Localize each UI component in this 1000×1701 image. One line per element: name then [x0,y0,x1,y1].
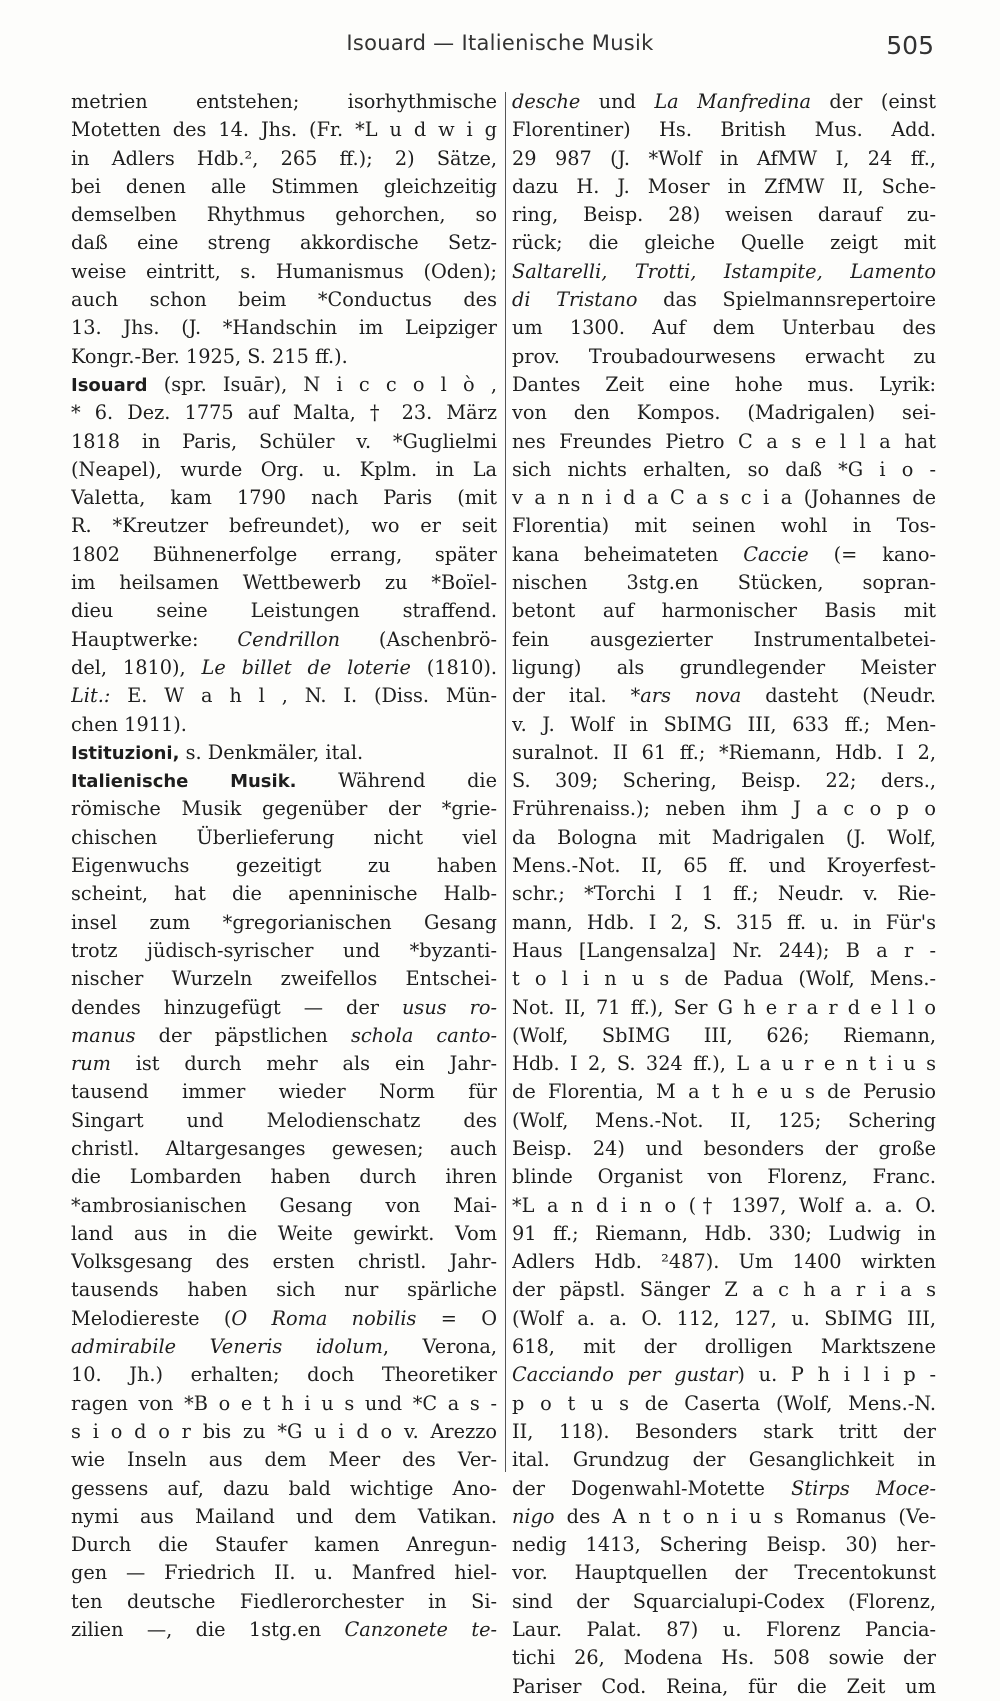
right-column [512,88,936,1698]
text-line: Eigenwuchs gezeitigt zu haben [71,854,497,878]
text-line: II, 118). Besonders stark tritt der [512,1419,936,1443]
text-line: desche und La Manfredina der (einst [512,90,936,113]
text-line: ligung) als grundlegender Meister [512,655,936,679]
text-line: Adlers Hdb. ²487). Um 1400 wirkten [512,1250,936,1274]
text-line: scheint, hat die apenninische Halb- [71,882,497,906]
text-line: der Dogenwahl-Motette Stirps Moce- [512,1476,936,1500]
text-line: ring, Beisp. 28) weisen darauf zu- [512,203,936,227]
text-line: prov. Troubadourwesens erwacht zu [512,344,936,368]
text-line: kana beheimateten Caccie (= kano- [512,542,936,566]
text-line: (Wolf a. a. O. 112, 127, u. SbIMG III, [512,1306,936,1330]
text-line: Istituzioni, s. Denkmäler, ital. [71,740,364,764]
text-line: (Wolf, SbIMG III, 626; Riemann, [512,1023,936,1047]
text-line: vor. Hauptquellen der Trecentokunst [512,1561,936,1585]
page-header [0,0,1000,70]
text-line: Motetten des 14. Jhs. (Fr. *L u d w i g [71,118,497,142]
text-line: v a n n i d a C a s c i a (Johannes de [512,486,936,510]
text-line: Florentiner) Hs. British Mus. Add. [512,118,936,142]
text-line: (Wolf, Mens.-Not. II, 125; Schering [512,1108,936,1132]
text-line: *L a n d i n o († 1397, Wolf a. a. O. [512,1193,936,1217]
entry-headword: Istituzioni, [71,742,180,764]
text-line: wie Inseln aus dem Meer des Ver- [71,1448,497,1472]
text-line: tausend immer wieder Norm für [71,1080,497,1104]
text-line: Beisp. 24) und besonders der große [512,1136,936,1160]
text-line: di Tristano das Spielmannsrepertoire [512,288,936,312]
text-line: dazu H. J. Moser in ZfMW II, Sche- [512,174,936,198]
text-line: suralnot. II 61 ff.; *Riemann, Hdb. I 2, [512,740,936,764]
entry-headword: Isouard [71,374,148,396]
text-line: 618, mit der drolligen Marktszene [512,1335,936,1359]
text-line: 1802 Bühnenerfolge errang, später [71,542,497,566]
text-line: demselben Rhythmus gehorchen, so [71,203,497,227]
text-line: Singart und Melodienschatz des [71,1108,497,1132]
text-line: trotz jüdisch-syrischer und *byzanti- [71,938,497,962]
text-line: Laur. Palat. 87) u. Florenz Pancia- [512,1618,936,1642]
text-line: Lit.: E. W a h l , N. I. (Diss. Mün- [71,684,497,708]
text-line: (Neapel), wurde Org. u. Kplm. in La [71,457,497,481]
text-line: metrien entstehen; isorhythmische [71,90,497,113]
text-line: 91 ff.; Riemann, Hdb. 330; Ludwig in [512,1221,936,1245]
text-line: nischer Wurzeln zweifellos Entschei- [71,967,497,991]
text-line: der ital. *ars nova dasteht (Neudr. [512,684,936,708]
text-line: daß eine streng akkordische Setz- [71,231,497,255]
text-line: admirabile Veneris idolum, Verona, [71,1335,497,1359]
text-line: 13. Jhs. (J. *Handschin im Leipziger [71,316,497,340]
page-number: 505 [886,31,934,60]
text-line: gen — Friedrich II. u. Manfred hiel- [71,1561,497,1585]
text-line: fein ausgezierter Instrumentalbetei- [512,627,936,651]
text-line: nigo des A n t o n i u s Romanus (Ve- [512,1504,936,1528]
text-line: mann, Hdb. I 2, S. 315 ff. u. in Für's [512,910,936,934]
text-line: Saltarelli, Trotti, Istampite, Lamento [512,259,936,283]
text-line: Florentia) mit seinen wohl in Tos- [512,514,936,538]
text-line: insel zum *gregorianischen Gesang [71,910,497,934]
text-line: sind der Squarcialupi-Codex (Florenz, [512,1589,936,1613]
text-line: römische Musik gegenüber der *grie- [71,797,497,821]
text-line: 1818 in Paris, Schüler v. *Guglielmi [71,429,497,453]
text-line: Italienische Musik. Während die [71,769,497,793]
running-head: Isouard — Italienische Musik [346,31,654,55]
text-line: da Bologna mit Madrigalen (J. Wolf, [512,825,936,849]
text-line: tausends haben sich nur spärliche [71,1278,497,1302]
text-line: Pariser Cod. Reina, für die Zeit um [512,1674,936,1698]
text-line: de Florentia, M a t h e u s de Perusio [512,1080,936,1104]
text-line: Durch die Staufer kamen Anregun- [71,1533,497,1557]
text-line: Valetta, kam 1790 nach Paris (mit [71,486,497,510]
text-line: * 6. Dez. 1775 auf Malta, † 23. März [71,401,497,425]
entry-headword: Italienische Musik. [71,771,297,793]
text-line: nes Freundes Pietro C a s e l l a hat [512,429,936,453]
text-line: weise eintritt, s. Humanismus (Oden); [71,259,497,283]
text-line: S. 309; Schering, Beisp. 22; ders., [512,769,936,793]
text-line: Dantes Zeit eine hohe mus. Lyrik: [512,372,936,396]
text-line: rum ist durch mehr als ein Jahr- [71,1052,497,1076]
text-line: zilien —, die 1stg.en Canzonete te- [71,1618,497,1642]
left-column [71,88,497,1642]
text-line: von den Kompos. (Madrigalen) sei- [512,401,936,425]
text-line: s i o d o r bis zu *G u i d o v. Arezzo [71,1419,497,1443]
text-line: Frührenaiss.); neben ihm J a c o p o [512,797,936,821]
text-line: schr.; *Torchi I 1 ff.; Neudr. v. Rie- [512,882,936,906]
text-line: auch schon beim *Conductus des [71,288,497,312]
text-line: Melodiereste (O Roma nobilis = O [71,1306,497,1330]
text-line: im heilsamen Wettbewerb zu *Boïel- [71,571,497,595]
text-line: blinde Organist von Florenz, Franc. [512,1165,936,1189]
text-line: bei denen alle Stimmen gleichzeitig [71,174,497,198]
text-line: manus der päpstlichen schola canto- [71,1023,497,1047]
text-line: um 1300. Auf dem Unterbau des [512,316,936,340]
text-line: del, 1810), Le billet de loterie (1810). [71,655,497,679]
text-line: christl. Altargesanges gewesen; auch [71,1136,497,1160]
text-line: dieu seine Leistungen straffend. [71,599,497,623]
text-line: in Adlers Hdb.², 265 ff.); 2) Sätze, [71,146,497,170]
text-line: Volksgesang des ersten christl. Jahr- [71,1250,497,1274]
text-line: *ambrosianischen Gesang von Mai- [71,1193,497,1217]
text-line: Cacciando per gustar) u. P h i l i p - [512,1363,936,1387]
text-line: Not. II, 71 ff.), Ser G h e r a r d e l l o [512,995,936,1019]
text-line: v. J. Wolf in SbIMG III, 633 ff.; Men- [512,712,936,736]
text-line: nischen 3stg.en Stücken, sopran- [512,571,936,595]
text-line: der päpstl. Sänger Z a c h a r i a s [512,1278,936,1302]
text-line: nedig 1413, Schering Beisp. 30) her- [512,1533,936,1557]
text-line: rück; die gleiche Quelle zeigt mit [512,231,936,255]
text-line: Mens.-Not. II, 65 ff. und Kroyerfest- [512,854,936,878]
text-line: betont auf harmonischer Basis mit [512,599,936,623]
text-line: 29 987 (J. *Wolf in AfMW I, 24 ff., [512,146,936,170]
text-line: Haus [Langensalza] Nr. 244); B a r - [512,938,936,962]
text-line: 10. Jh.) erhalten; doch Theoretiker [71,1363,497,1387]
text-line: chischen Überlieferung nicht viel [71,825,497,849]
text-line: dendes hinzugefügt — der usus ro- [71,995,497,1019]
text-line: t o l i n u s de Padua (Wolf, Mens.- [512,967,936,991]
text-line: sich nichts erhalten, so daß *G i o - [512,457,936,481]
text-line: R. *Kreutzer befreundet), wo er seit [71,514,497,538]
text-line: gessens auf, dazu bald wichtige Ano- [71,1476,497,1500]
text-line: tichi 26, Modena Hs. 508 sowie der [512,1646,936,1670]
text-line: nymi aus Mailand und dem Vatikan. [71,1504,497,1528]
text-line: die Lombarden haben durch ihren [71,1165,497,1189]
text-line: chen 1911). [71,712,187,736]
text-line: Hauptwerke: Cendrillon (Aschenbrö- [71,627,497,651]
column-divider [505,92,506,1472]
text-line: Isouard (spr. Isuār), N i c c o l ò , [71,372,497,396]
text-line: p o t u s de Caserta (Wolf, Mens.-N. [512,1391,936,1415]
text-line: ital. Grundzug der Gesanglichkeit in [512,1448,936,1472]
text-line: land aus in die Weite gewirkt. Vom [71,1221,497,1245]
text-line: Hdb. I 2, S. 324 ff.), L a u r e n t i u s [512,1052,936,1076]
text-line: ten deutsche Fiedlerorchester in Si- [71,1589,497,1613]
text-line: Kongr.-Ber. 1925, S. 215 ff.). [71,344,348,368]
text-line: ragen von *B o e t h i u s und *C a s - [71,1391,497,1415]
